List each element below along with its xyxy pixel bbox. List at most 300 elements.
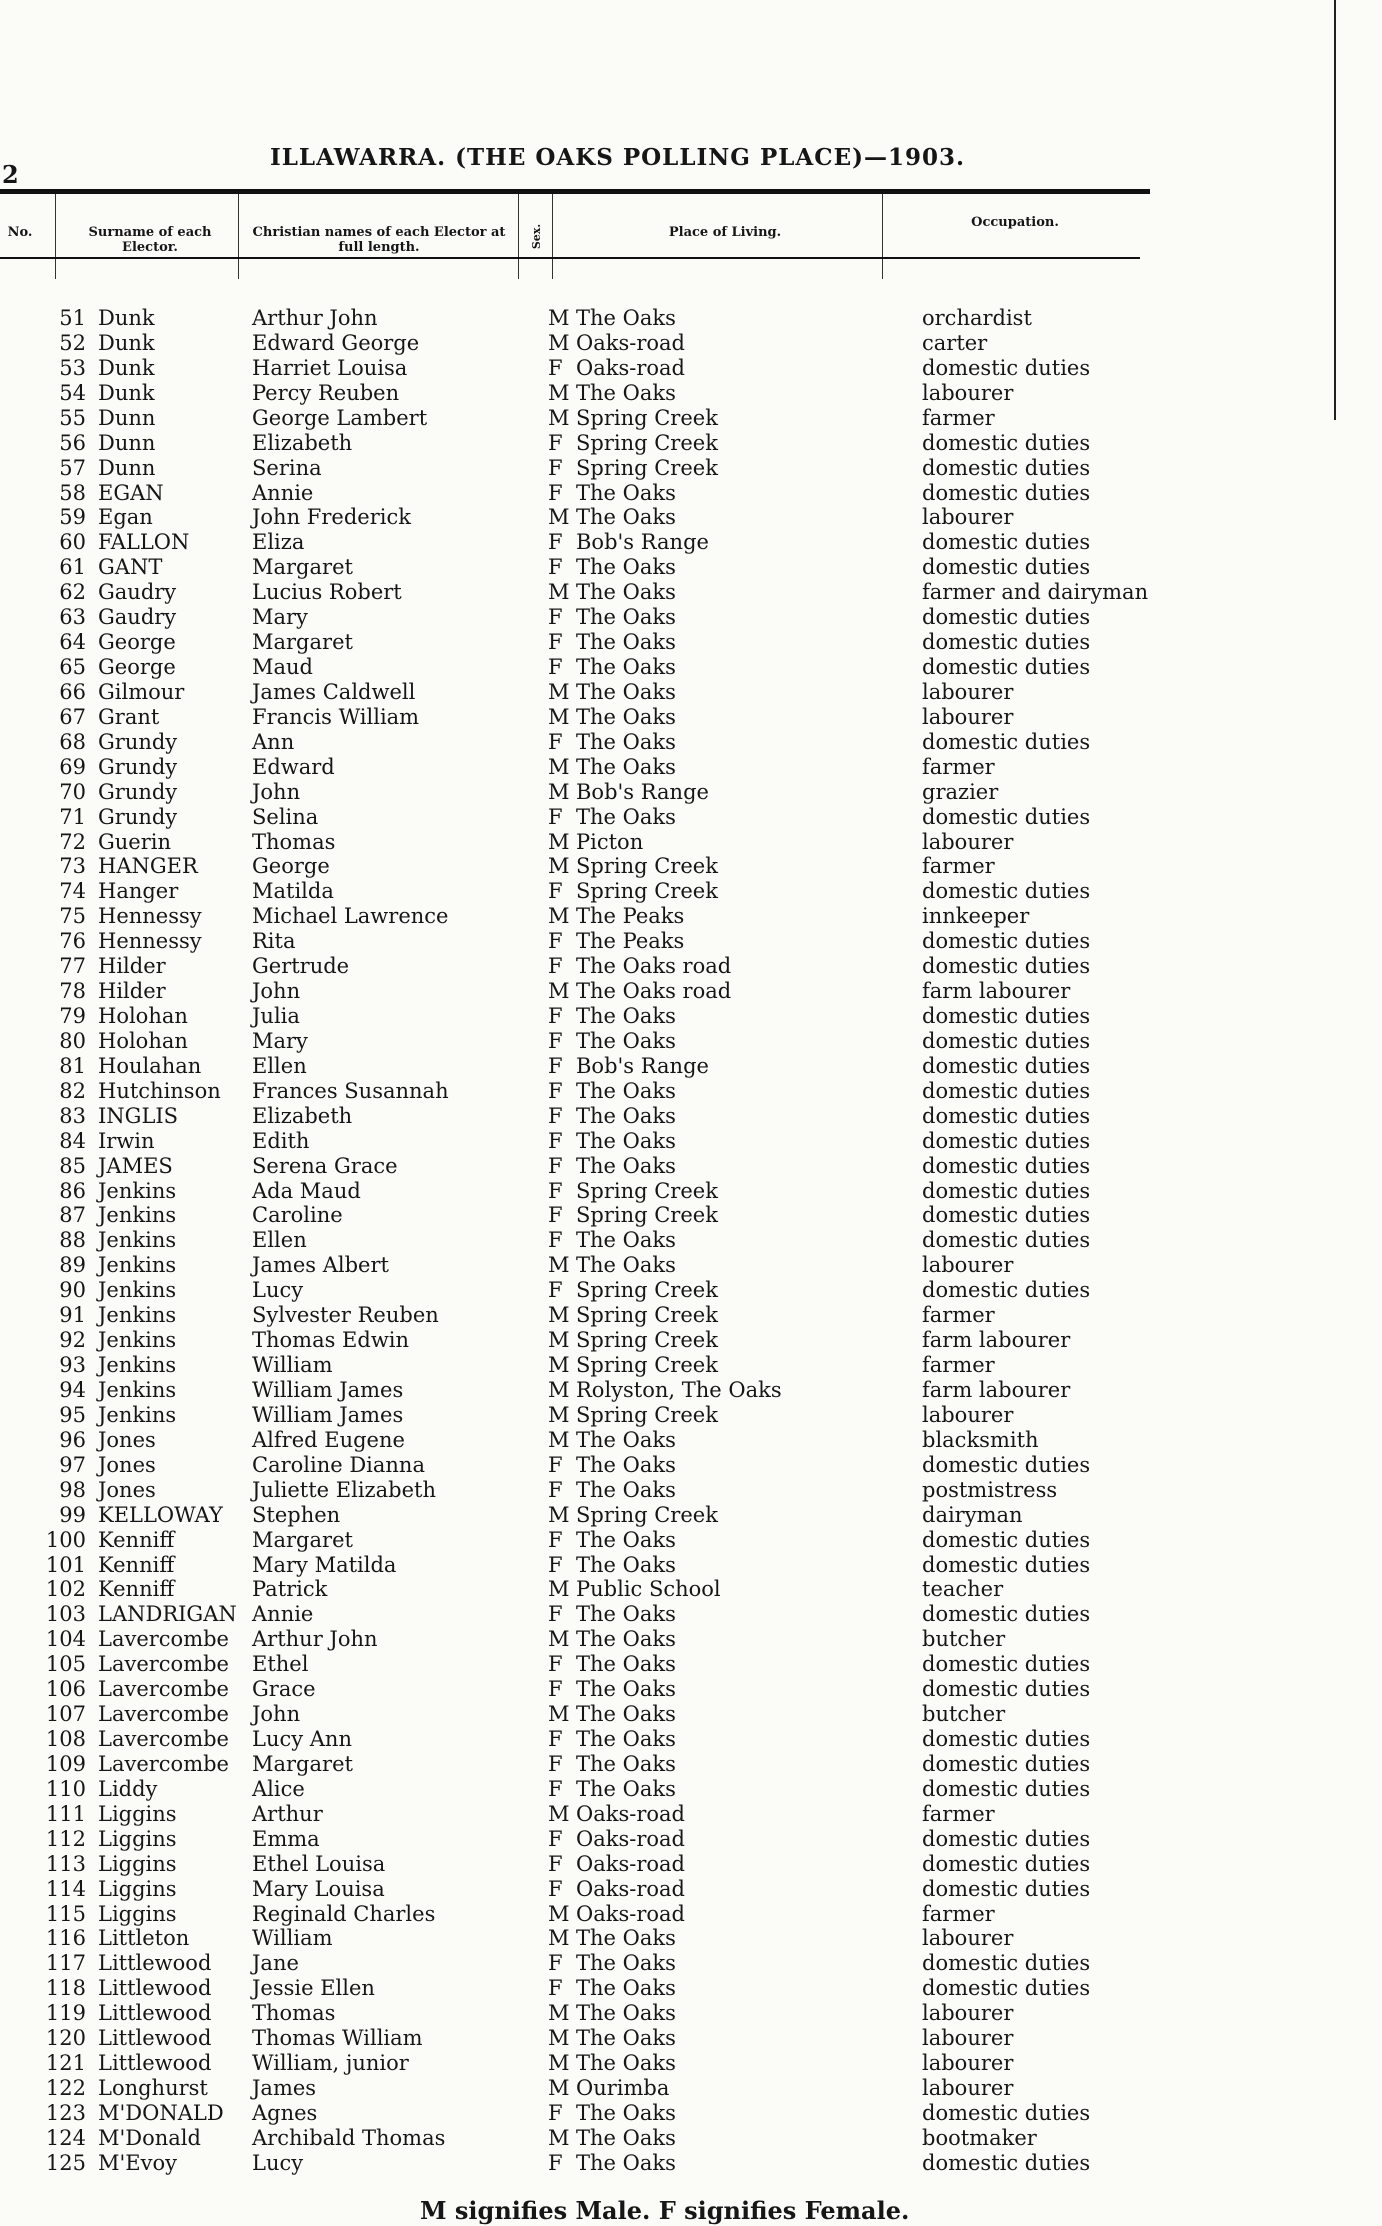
elector-occupation: labourer [922, 505, 1014, 529]
elector-christian-names: Mary [252, 1029, 308, 1053]
elector-occupation: domestic duties [922, 431, 1091, 455]
header-place: Place of Living. [668, 225, 782, 240]
elector-christian-names: Edward [252, 755, 335, 779]
elector-surname: Littlewood [98, 1951, 212, 1975]
elector-christian-names: Agnes [252, 2101, 318, 2125]
elector-sex: M [548, 1303, 570, 1327]
elector-occupation: domestic duties [922, 2151, 1091, 2175]
elector-occupation: domestic duties [922, 954, 1091, 978]
footer-legend: M signifies Male. F signifies Female. [420, 2196, 910, 2225]
elector-place: The Oaks [576, 1777, 676, 1801]
elector-surname: Gaudry [98, 580, 177, 604]
elector-number: 110 [45, 1777, 86, 1801]
elector-surname: Egan [98, 505, 153, 529]
elector-occupation: labourer [922, 2001, 1014, 2025]
elector-sex: M [548, 1902, 570, 1926]
elector-christian-names: Maud [252, 655, 313, 679]
header-rule-top [0, 189, 1150, 194]
elector-sex: M [548, 381, 570, 405]
elector-place: Bob's Range [576, 780, 709, 804]
elector-place: The Oaks [576, 1253, 676, 1277]
elector-surname: Hilder [98, 954, 166, 978]
elector-christian-names: Margaret [252, 555, 353, 579]
elector-sex: F [548, 2101, 563, 2125]
elector-occupation: farm labourer [922, 979, 1071, 1003]
elector-occupation: farmer [922, 1353, 995, 1377]
elector-place: Oaks-road [576, 1827, 685, 1851]
elector-occupation: domestic duties [922, 630, 1091, 654]
elector-number: 67 [59, 705, 86, 729]
elector-occupation: domestic duties [922, 1154, 1091, 1178]
elector-sex: M [548, 705, 570, 729]
elector-sex: F [548, 1852, 563, 1876]
elector-number: 71 [59, 805, 86, 829]
elector-place: Oaks-road [576, 1902, 685, 1926]
elector-occupation: farmer [922, 854, 995, 878]
elector-occupation: domestic duties [922, 1453, 1091, 1477]
elector-place: Spring Creek [576, 1328, 718, 1352]
elector-surname: Grundy [98, 780, 178, 804]
elector-occupation: labourer [922, 381, 1014, 405]
elector-christian-names: Michael Lawrence [252, 904, 449, 928]
elector-occupation: domestic duties [922, 1877, 1091, 1901]
elector-number: 55 [59, 406, 86, 430]
elector-christian-names: Annie [252, 1602, 314, 1626]
elector-christian-names: John [252, 979, 301, 1003]
elector-number: 70 [59, 780, 86, 804]
elector-place: The Oaks [576, 1702, 676, 1726]
elector-number: 91 [59, 1303, 86, 1327]
elector-number: 101 [45, 1553, 86, 1577]
elector-christian-names: Mary Matilda [252, 1553, 397, 1577]
elector-christian-names: Thomas Edwin [252, 1328, 410, 1352]
elector-occupation: labourer [922, 2026, 1014, 2050]
elector-number: 113 [45, 1852, 86, 1876]
elector-number: 104 [45, 1627, 86, 1651]
elector-sex: F [548, 1179, 563, 1203]
elector-christian-names: Mary Louisa [252, 1877, 385, 1901]
elector-occupation: domestic duties [922, 456, 1091, 480]
elector-sex: M [548, 2026, 570, 2050]
elector-occupation: domestic duties [922, 1029, 1091, 1053]
elector-number: 52 [59, 331, 86, 355]
elector-number: 120 [45, 2026, 86, 2050]
elector-christian-names: Edward George [252, 331, 420, 355]
elector-number: 97 [59, 1453, 86, 1477]
elector-christian-names: William, junior [252, 2051, 409, 2075]
elector-surname: Littlewood [98, 2026, 212, 2050]
elector-christian-names: James [252, 2076, 317, 2100]
elector-surname: Jenkins [98, 1353, 177, 1377]
elector-sex: F [548, 2151, 563, 2175]
elector-place: Picton [576, 830, 644, 854]
elector-occupation: domestic duties [922, 555, 1091, 579]
elector-occupation: labourer [922, 1926, 1014, 1950]
elector-occupation: domestic duties [922, 1228, 1091, 1252]
page-number: 2 [2, 160, 19, 189]
elector-sex: F [548, 1976, 563, 2000]
elector-christian-names: Rita [252, 929, 296, 953]
elector-christian-names: Arthur John [252, 1627, 378, 1651]
elector-occupation: innkeeper [922, 904, 1030, 928]
elector-sex: F [548, 555, 563, 579]
elector-surname: Gaudry [98, 605, 177, 629]
elector-occupation: butcher [922, 1702, 1006, 1726]
elector-christian-names: William James [252, 1403, 404, 1427]
elector-surname: Jenkins [98, 1303, 177, 1327]
elector-number: 66 [59, 680, 86, 704]
elector-sex: M [548, 2051, 570, 2075]
elector-christian-names: Ellen [252, 1054, 307, 1078]
elector-sex: F [548, 1004, 563, 1028]
elector-place: Spring Creek [576, 456, 718, 480]
elector-surname: Littleton [98, 1926, 190, 1950]
elector-place: The Oaks [576, 1951, 676, 1975]
elector-sex: M [548, 505, 570, 529]
elector-number: 86 [59, 1179, 86, 1203]
elector-occupation: domestic duties [922, 1951, 1091, 1975]
elector-surname: Lavercombe [98, 1702, 229, 1726]
elector-place: Spring Creek [576, 1503, 718, 1527]
elector-sex: M [548, 680, 570, 704]
elector-christian-names: William James [252, 1378, 404, 1402]
elector-occupation: domestic duties [922, 1179, 1091, 1203]
elector-sex: F [548, 929, 563, 953]
elector-number: 85 [59, 1154, 86, 1178]
elector-place: Oaks-road [576, 1852, 685, 1876]
elector-place: The Oaks [576, 1228, 676, 1252]
elector-occupation: blacksmith [922, 1428, 1039, 1452]
elector-surname: KELLOWAY [98, 1503, 223, 1527]
elector-occupation: domestic duties [922, 805, 1091, 829]
elector-christian-names: Elizabeth [252, 431, 353, 455]
elector-occupation: farm labourer [922, 1328, 1071, 1352]
elector-surname: Hennessy [98, 929, 202, 953]
elector-surname: Dunn [98, 431, 156, 455]
elector-christian-names: Matilda [252, 879, 334, 903]
elector-christian-names: Thomas [252, 830, 336, 854]
elector-occupation: labourer [922, 830, 1014, 854]
elector-surname: Gilmour [98, 680, 185, 704]
elector-sex: F [548, 1029, 563, 1053]
column-divider [882, 194, 883, 279]
elector-occupation: domestic duties [922, 655, 1091, 679]
elector-sex: F [548, 1951, 563, 1975]
elector-sex: M [548, 780, 570, 804]
elector-surname: Grundy [98, 805, 178, 829]
elector-surname: Jenkins [98, 1228, 177, 1252]
elector-christian-names: Harriet Louisa [252, 356, 408, 380]
elector-place: The Oaks [576, 730, 676, 754]
elector-place: Spring Creek [576, 431, 718, 455]
elector-sex: F [548, 1553, 563, 1577]
elector-occupation: domestic duties [922, 1104, 1091, 1128]
elector-place: The Peaks [576, 929, 685, 953]
elector-sex: M [548, 1328, 570, 1352]
elector-occupation: domestic duties [922, 1203, 1091, 1227]
elector-number: 61 [59, 555, 86, 579]
elector-christian-names: Thomas William [252, 2026, 423, 2050]
elector-christian-names: William [252, 1353, 333, 1377]
elector-christian-names: Edith [252, 1129, 310, 1153]
elector-surname: HANGER [98, 854, 198, 878]
elector-number: 84 [59, 1129, 86, 1153]
elector-place: The Oaks [576, 630, 676, 654]
elector-occupation: domestic duties [922, 1004, 1091, 1028]
elector-surname: Jenkins [98, 1253, 177, 1277]
elector-occupation: domestic duties [922, 1079, 1091, 1103]
elector-sex: M [548, 1378, 570, 1402]
elector-number: 56 [59, 431, 86, 455]
elector-sex: M [548, 830, 570, 854]
elector-number: 59 [59, 505, 86, 529]
elector-place: The Oaks [576, 1627, 676, 1651]
elector-place: Bob's Range [576, 1054, 709, 1078]
elector-occupation: postmistress [922, 1478, 1058, 1502]
elector-surname: Jenkins [98, 1278, 177, 1302]
header-surname: Surname of each Elector. [88, 225, 212, 255]
elector-number: 119 [45, 2001, 86, 2025]
elector-surname: Lavercombe [98, 1627, 229, 1651]
elector-sex: F [548, 1054, 563, 1078]
elector-sex: F [548, 1478, 563, 1502]
elector-place: The Oaks road [576, 979, 732, 1003]
elector-occupation: domestic duties [922, 2101, 1091, 2125]
elector-christian-names: Eliza [252, 530, 305, 554]
elector-sex: F [548, 481, 563, 505]
elector-surname: Irwin [98, 1129, 155, 1153]
elector-surname: Liddy [98, 1777, 158, 1801]
elector-number: 105 [45, 1652, 86, 1676]
elector-surname: Kenniff [98, 1577, 175, 1601]
elector-place: The Oaks [576, 605, 676, 629]
elector-place: The Oaks [576, 1079, 676, 1103]
elector-number: 76 [59, 929, 86, 953]
elector-christian-names: Juliette Elizabeth [252, 1478, 436, 1502]
elector-occupation: carter [922, 331, 988, 355]
elector-number: 99 [59, 1503, 86, 1527]
header-rule-bottom [0, 257, 1140, 259]
elector-christian-names: George [252, 854, 330, 878]
elector-christian-names: Patrick [252, 1577, 328, 1601]
column-divider [238, 194, 239, 279]
elector-place: The Oaks [576, 1154, 676, 1178]
elector-number: 57 [59, 456, 86, 480]
elector-christian-names: Ethel [252, 1652, 309, 1676]
elector-surname: Liggins [98, 1802, 177, 1826]
elector-occupation: farmer [922, 1303, 995, 1327]
elector-surname: Lavercombe [98, 1677, 229, 1701]
elector-surname: Hutchinson [98, 1079, 221, 1103]
elector-number: 51 [59, 306, 86, 330]
page-edge-rule [1334, 0, 1336, 420]
elector-place: The Oaks [576, 1029, 676, 1053]
elector-sex: M [548, 2076, 570, 2100]
elector-occupation: domestic duties [922, 1677, 1091, 1701]
elector-place: Spring Creek [576, 1278, 718, 1302]
elector-number: 68 [59, 730, 86, 754]
elector-occupation: domestic duties [922, 1553, 1091, 1577]
elector-occupation: farmer and dairyman [922, 580, 1149, 604]
elector-occupation: grazier [922, 780, 999, 804]
elector-place: The Oaks [576, 1428, 676, 1452]
elector-surname: Kenniff [98, 1528, 175, 1552]
elector-sex: F [548, 1652, 563, 1676]
elector-sex: F [548, 1278, 563, 1302]
elector-sex: F [548, 1777, 563, 1801]
header-no: No. [7, 225, 33, 240]
elector-number: 125 [45, 2151, 86, 2175]
elector-place: The Oaks [576, 1453, 676, 1477]
elector-surname: Lavercombe [98, 1752, 229, 1776]
elector-surname: Jones [98, 1478, 156, 1502]
elector-occupation: domestic duties [922, 1852, 1091, 1876]
elector-place: The Oaks [576, 505, 676, 529]
elector-christian-names: Julia [252, 1004, 300, 1028]
elector-surname: M'DONALD [98, 2101, 224, 2125]
elector-place: The Oaks [576, 2001, 676, 2025]
elector-number: 123 [45, 2101, 86, 2125]
elector-sex: M [548, 755, 570, 779]
elector-number: 90 [59, 1278, 86, 1302]
elector-place: The Oaks [576, 2026, 676, 2050]
elector-christian-names: Emma [252, 1827, 320, 1851]
elector-place: The Oaks [576, 306, 676, 330]
elector-place: The Oaks [576, 1652, 676, 1676]
elector-number: 73 [59, 854, 86, 878]
elector-place: The Oaks [576, 2101, 676, 2125]
elector-occupation: bootmaker [922, 2126, 1037, 2150]
elector-sex: M [548, 1702, 570, 1726]
elector-christian-names: Jessie Ellen [252, 1976, 375, 2000]
elector-christian-names: Caroline [252, 1203, 343, 1227]
elector-place: The Oaks [576, 655, 676, 679]
elector-number: 75 [59, 904, 86, 928]
elector-christian-names: Margaret [252, 1752, 353, 1776]
elector-number: 69 [59, 755, 86, 779]
elector-surname: Jenkins [98, 1378, 177, 1402]
elector-christian-names: Annie [252, 481, 314, 505]
elector-occupation: domestic duties [922, 1054, 1091, 1078]
elector-place: The Oaks [576, 755, 676, 779]
elector-number: 118 [45, 1976, 86, 2000]
elector-occupation: domestic duties [922, 530, 1091, 554]
elector-place: The Peaks [576, 904, 685, 928]
elector-sex: M [548, 1403, 570, 1427]
elector-occupation: labourer [922, 1253, 1014, 1277]
elector-surname: Jenkins [98, 1203, 177, 1227]
elector-number: 103 [45, 1602, 86, 1626]
elector-place: The Oaks [576, 1004, 676, 1028]
elector-occupation: domestic duties [922, 730, 1091, 754]
elector-occupation: domestic duties [922, 1976, 1091, 2000]
elector-christian-names: William [252, 1926, 333, 1950]
elector-number: 96 [59, 1428, 86, 1452]
elector-surname: Dunk [98, 306, 155, 330]
elector-surname: Jones [98, 1428, 156, 1452]
elector-surname: Jenkins [98, 1179, 177, 1203]
elector-place: The Oaks [576, 481, 676, 505]
elector-surname: M'Evoy [98, 2151, 177, 2175]
elector-surname: George [98, 630, 176, 654]
elector-number: 79 [59, 1004, 86, 1028]
elector-number: 109 [45, 1752, 86, 1776]
elector-christian-names: Margaret [252, 630, 353, 654]
elector-surname: LANDRIGAN [98, 1602, 237, 1626]
elector-surname: Grundy [98, 730, 178, 754]
elector-surname: Hilder [98, 979, 166, 1003]
elector-occupation: labourer [922, 705, 1014, 729]
elector-sex: M [548, 904, 570, 928]
elector-occupation: labourer [922, 1403, 1014, 1427]
elector-number: 112 [45, 1827, 86, 1851]
elector-place: Spring Creek [576, 406, 718, 430]
elector-number: 116 [45, 1926, 86, 1950]
elector-surname: Hennessy [98, 904, 202, 928]
elector-surname: Holohan [98, 1004, 188, 1028]
elector-place: Oaks-road [576, 356, 685, 380]
elector-christian-names: Margaret [252, 1528, 353, 1552]
elector-sex: F [548, 1602, 563, 1626]
elector-number: 95 [59, 1403, 86, 1427]
elector-sex: M [548, 331, 570, 355]
elector-sex: M [548, 1802, 570, 1826]
elector-occupation: domestic duties [922, 929, 1091, 953]
header-sex: Sex. [530, 223, 544, 250]
elector-sex: M [548, 1926, 570, 1950]
elector-surname: Lavercombe [98, 1652, 229, 1676]
elector-sex: F [548, 1727, 563, 1751]
elector-surname: Liggins [98, 1877, 177, 1901]
elector-occupation: domestic duties [922, 1528, 1091, 1552]
elector-surname: Liggins [98, 1827, 177, 1851]
elector-christian-names: Jane [252, 1951, 299, 1975]
elector-surname: Littlewood [98, 2001, 212, 2025]
elector-sex: F [548, 1154, 563, 1178]
elector-occupation: labourer [922, 2051, 1014, 2075]
elector-sex: F [548, 805, 563, 829]
elector-place: Spring Creek [576, 1353, 718, 1377]
elector-place: Bob's Range [576, 530, 709, 554]
elector-place: Public School [576, 1577, 721, 1601]
elector-christian-names: Alfred Eugene [252, 1428, 405, 1452]
elector-christian-names: Francis William [252, 705, 420, 729]
elector-number: 89 [59, 1253, 86, 1277]
elector-number: 74 [59, 879, 86, 903]
elector-sex: F [548, 655, 563, 679]
elector-sex: F [548, 954, 563, 978]
elector-occupation: farmer [922, 1802, 995, 1826]
elector-sex: F [548, 1528, 563, 1552]
elector-occupation: domestic duties [922, 1827, 1091, 1851]
elector-sex: M [548, 2126, 570, 2150]
elector-number: 87 [59, 1203, 86, 1227]
elector-christian-names: Lucy [252, 2151, 304, 2175]
elector-occupation: teacher [922, 1577, 1004, 1601]
elector-surname: Guerin [98, 830, 172, 854]
elector-place: The Oaks [576, 555, 676, 579]
elector-occupation: domestic duties [922, 1129, 1091, 1153]
header-christian-names: Christian names of each Elector at full length. [252, 225, 506, 255]
header-occupation: Occupation. [971, 215, 1059, 230]
elector-surname: Jenkins [98, 1328, 177, 1352]
column-divider [518, 194, 519, 279]
elector-sex: F [548, 356, 563, 380]
elector-number: 100 [45, 1528, 86, 1552]
elector-number: 115 [45, 1902, 86, 1926]
elector-place: The Oaks road [576, 954, 732, 978]
elector-surname: George [98, 655, 176, 679]
